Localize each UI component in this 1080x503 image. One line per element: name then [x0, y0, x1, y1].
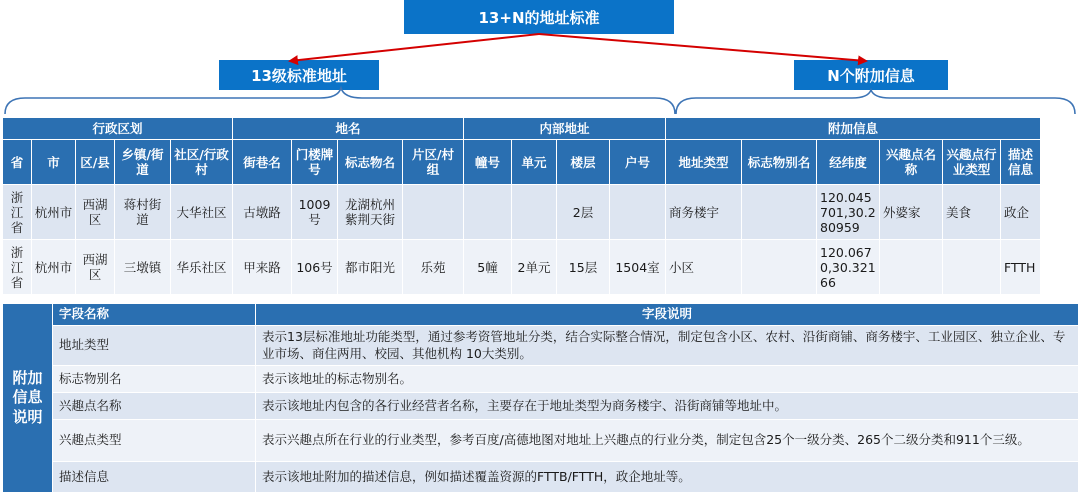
brace-additional-info — [676, 90, 1075, 114]
cell-address-type: 小区 — [666, 240, 742, 295]
header-floor: 楼层 — [557, 140, 610, 185]
field-description: 表示13层标准地址功能类型，通过参考资管地址分类，结合实际整合情况，制定包含小区、农村、沿街商铺、商务楼宇、工业园区、独立企业、专业市场、商住两用、校园、其他机构 10大类别。 — [256, 326, 1079, 366]
cell-coordinates: 120.045701,30.280959 — [817, 185, 880, 240]
field-description-table — [2, 303, 1079, 493]
field-name: 描述信息 — [53, 462, 256, 493]
field-description: 表示该地址的标志物别名。 — [256, 366, 1079, 393]
arrow-to-additional-info — [539, 34, 866, 61]
cell-zone: 乐苑 — [403, 240, 464, 295]
group-additional-info: 附加信息 — [666, 118, 1041, 140]
cell-community: 大华社区 — [171, 185, 233, 240]
header-street: 街巷名 — [233, 140, 292, 185]
table-row — [3, 366, 1079, 393]
header-landmark: 标志物名 — [338, 140, 403, 185]
cell-landmark-alias — [742, 240, 817, 295]
cell-house-number: 106号 — [292, 240, 338, 295]
cell-room: 1504室 — [610, 240, 666, 295]
cell-poi-name — [880, 240, 943, 295]
header-house-number: 门楼牌号 — [292, 140, 338, 185]
table-row — [3, 326, 1079, 366]
header-city: 市 — [32, 140, 76, 185]
table-row — [3, 420, 1079, 462]
cell-street: 古墩路 — [233, 185, 292, 240]
cell-street: 甲来路 — [233, 240, 292, 295]
header-poi-type: 兴趣点行业类型 — [943, 140, 1001, 185]
cell-unit — [512, 185, 557, 240]
cell-poi-name: 外婆家 — [880, 185, 943, 240]
header-address-type: 地址类型 — [666, 140, 742, 185]
header-field-name: 字段名称 — [53, 304, 256, 326]
cell-town: 蒋村街道 — [115, 185, 171, 240]
cell-building — [464, 185, 512, 240]
cell-description: FTTH — [1001, 240, 1041, 295]
header-field-description: 字段说明 — [256, 304, 1079, 326]
header-description: 描述信息 — [1001, 140, 1041, 185]
field-name: 兴趣点名称 — [53, 393, 256, 420]
header-poi-name: 兴趣点名称 — [880, 140, 943, 185]
cell-town: 三墩镇 — [115, 240, 171, 295]
field-name: 标志物别名 — [53, 366, 256, 393]
header-province: 省 — [3, 140, 32, 185]
header-zone: 片区/村组 — [403, 140, 464, 185]
main-title: 13+N的地址标准 — [404, 0, 674, 34]
connector-graphics — [0, 0, 1080, 120]
cell-landmark: 龙湖杭州紫荆天街 — [338, 185, 403, 240]
cell-building: 5幢 — [464, 240, 512, 295]
cell-city: 杭州市 — [32, 185, 76, 240]
cell-unit: 2单元 — [512, 240, 557, 295]
field-description: 表示该地址内包含的各行业经营者名称，主要存在于地址类型为商务楼宇、沿街商铺等地址中。 — [256, 393, 1079, 420]
cell-floor: 2层 — [557, 185, 610, 240]
standard-address-title: 13级标准地址 — [219, 60, 379, 90]
table-row — [3, 185, 1041, 240]
group-place-name: 地名 — [233, 118, 464, 140]
table-row — [3, 462, 1079, 493]
field-description: 表示兴趣点所在行业的行业类型，参考百度/高德地图对地址上兴趣点的行业分类，制定包含25个一级分类、265个二级分类和911个三级。 — [256, 420, 1079, 462]
cell-address-type: 商务楼宇 — [666, 185, 742, 240]
header-landmark-alias: 标志物别名 — [742, 140, 817, 185]
cell-landmark-alias — [742, 185, 817, 240]
table-row — [3, 393, 1079, 420]
side-label: 附加信息说明 — [3, 304, 53, 493]
cell-coordinates: 120.0670,30.32166 — [817, 240, 880, 295]
cell-floor: 15层 — [557, 240, 610, 295]
cell-province: 浙江省 — [3, 240, 32, 295]
additional-info-title: N个附加信息 — [794, 60, 948, 90]
field-name: 兴趣点类型 — [53, 420, 256, 462]
field-description: 表示该地址附加的描述信息，例如描述覆盖资源的FTTB/FTTH，政企地址等。 — [256, 462, 1079, 493]
cell-room — [610, 185, 666, 240]
group-admin-division: 行政区划 — [3, 118, 233, 140]
header-town: 乡镇/街道 — [115, 140, 171, 185]
cell-community: 华乐社区 — [171, 240, 233, 295]
cell-description: 政企 — [1001, 185, 1041, 240]
arrow-to-standard-address — [290, 34, 539, 61]
header-unit: 单元 — [512, 140, 557, 185]
cell-poi-type: 美食 — [943, 185, 1001, 240]
cell-poi-type — [943, 240, 1001, 295]
header-district: 区/县 — [76, 140, 115, 185]
brace-standard-address — [5, 88, 675, 114]
cell-landmark: 都市阳光 — [338, 240, 403, 295]
header-coordinates: 经纬度 — [817, 140, 880, 185]
group-internal-address: 内部地址 — [464, 118, 666, 140]
header-community: 社区/行政村 — [171, 140, 233, 185]
cell-city: 杭州市 — [32, 240, 76, 295]
field-name: 地址类型 — [53, 326, 256, 366]
header-room: 户号 — [610, 140, 666, 185]
cell-zone — [403, 185, 464, 240]
address-example-table — [2, 117, 1041, 295]
table-row — [3, 240, 1041, 295]
cell-house-number: 1009号 — [292, 185, 338, 240]
cell-district: 西湖区 — [76, 240, 115, 295]
cell-district: 西湖区 — [76, 185, 115, 240]
header-building: 幢号 — [464, 140, 512, 185]
cell-province: 浙江省 — [3, 185, 32, 240]
